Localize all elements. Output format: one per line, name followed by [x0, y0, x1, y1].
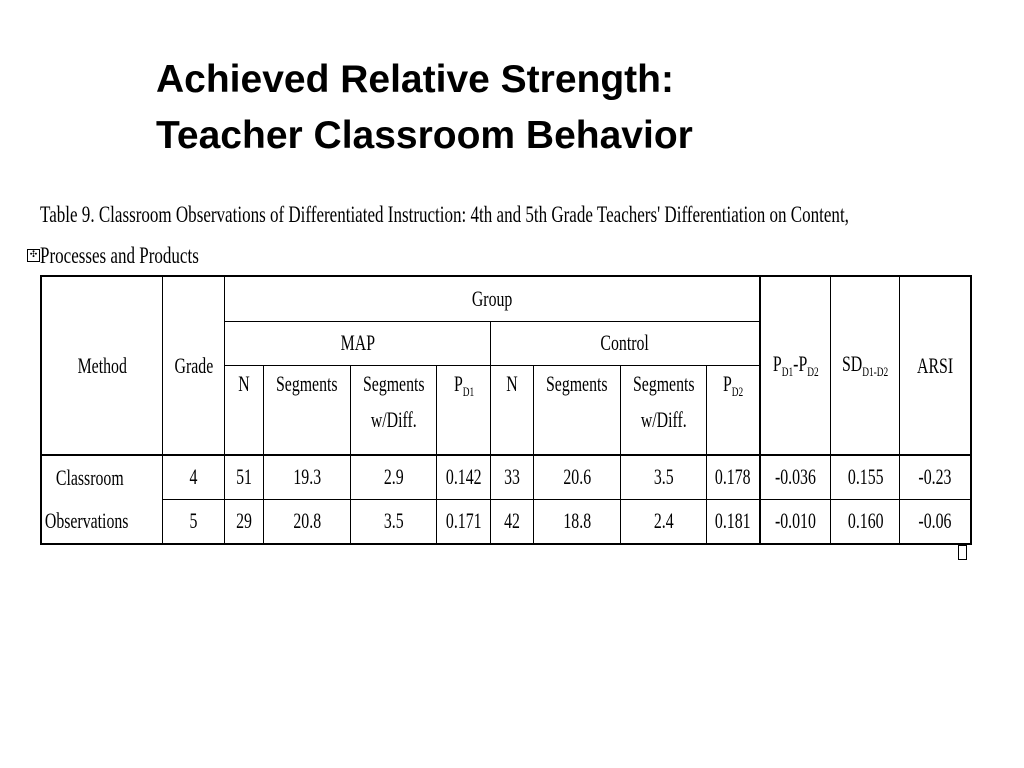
header-control: Control	[491, 321, 760, 365]
cell-p-d1: 0.142	[437, 455, 491, 499]
table-resize-handle[interactable]	[958, 545, 967, 560]
cell-control-segments: 18.8	[534, 499, 621, 544]
header-grade: Grade	[163, 276, 225, 455]
caption-line-2: Processes and Products	[40, 243, 199, 268]
header-control-n: N	[491, 365, 534, 455]
header-sd: $SD_{D1-D2}$	[831, 276, 900, 455]
cell-p-d2: 0.181	[707, 499, 760, 544]
header-method: Method	[41, 276, 163, 455]
title-line-1: Achieved Relative Strength:	[156, 58, 674, 101]
cell-grade: 5	[163, 499, 225, 544]
cell-map-segments: 20.8	[264, 499, 351, 544]
method-cell-classroom: Classroom	[41, 455, 163, 499]
cell-p-d1: 0.171	[437, 499, 491, 544]
cell-arsi: -0.06	[900, 499, 971, 544]
header-map-segments: Segments	[264, 365, 351, 455]
cell-control-n: 33	[491, 455, 534, 499]
cell-sd: 0.155	[831, 455, 900, 499]
cell-control-n: 42	[491, 499, 534, 544]
cell-map-n: 29	[225, 499, 264, 544]
cell-control-segments-diff: 3.5	[620, 455, 707, 499]
cell-map-segments-diff: 2.9	[350, 455, 437, 499]
cell-map-segments: 19.3	[264, 455, 351, 499]
cell-p-d2: 0.178	[707, 455, 760, 499]
cell-grade: 4	[163, 455, 225, 499]
title-line-2: Teacher Classroom Behavior	[156, 114, 693, 157]
header-p-d1: $P_{D1}$	[437, 365, 491, 455]
cell-p-diff: -0.010	[760, 499, 831, 544]
cell-map-n: 51	[225, 455, 264, 499]
table-move-handle-icon[interactable]: ✣	[27, 249, 40, 262]
cell-p-diff: -0.036	[760, 455, 831, 499]
table-caption	[40, 194, 958, 276]
observations-table	[40, 275, 972, 545]
header-arsi: ARSI	[900, 276, 971, 455]
header-map-n: N	[225, 365, 264, 455]
method-cell-observations: Observations	[41, 499, 163, 544]
header-control-segments-diff: Segments w/Diff.	[620, 365, 707, 455]
table-row	[41, 499, 971, 544]
header-map-segments-diff: Segments w/Diff.	[350, 365, 437, 455]
header-map: MAP	[225, 321, 491, 365]
header-control-segments: Segments	[534, 365, 621, 455]
cell-control-segments: 20.6	[534, 455, 621, 499]
header-p-diff: $P_{D1}-P_{D2}$	[760, 276, 831, 455]
cell-sd: 0.160	[831, 499, 900, 544]
cell-arsi: -0.23	[900, 455, 971, 499]
cell-control-segments-diff: 2.4	[620, 499, 707, 544]
header-p-d2: $P_{D2}$	[707, 365, 760, 455]
caption-line-1: Table 9. Classroom Observations of Differentiated Instruction: 4th and 5th Grade Teachers' Differentiation on Content,	[40, 202, 849, 227]
table-row	[41, 455, 971, 499]
slide-title	[156, 52, 916, 164]
header-group: Group	[225, 276, 760, 321]
cell-map-segments-diff: 3.5	[350, 499, 437, 544]
